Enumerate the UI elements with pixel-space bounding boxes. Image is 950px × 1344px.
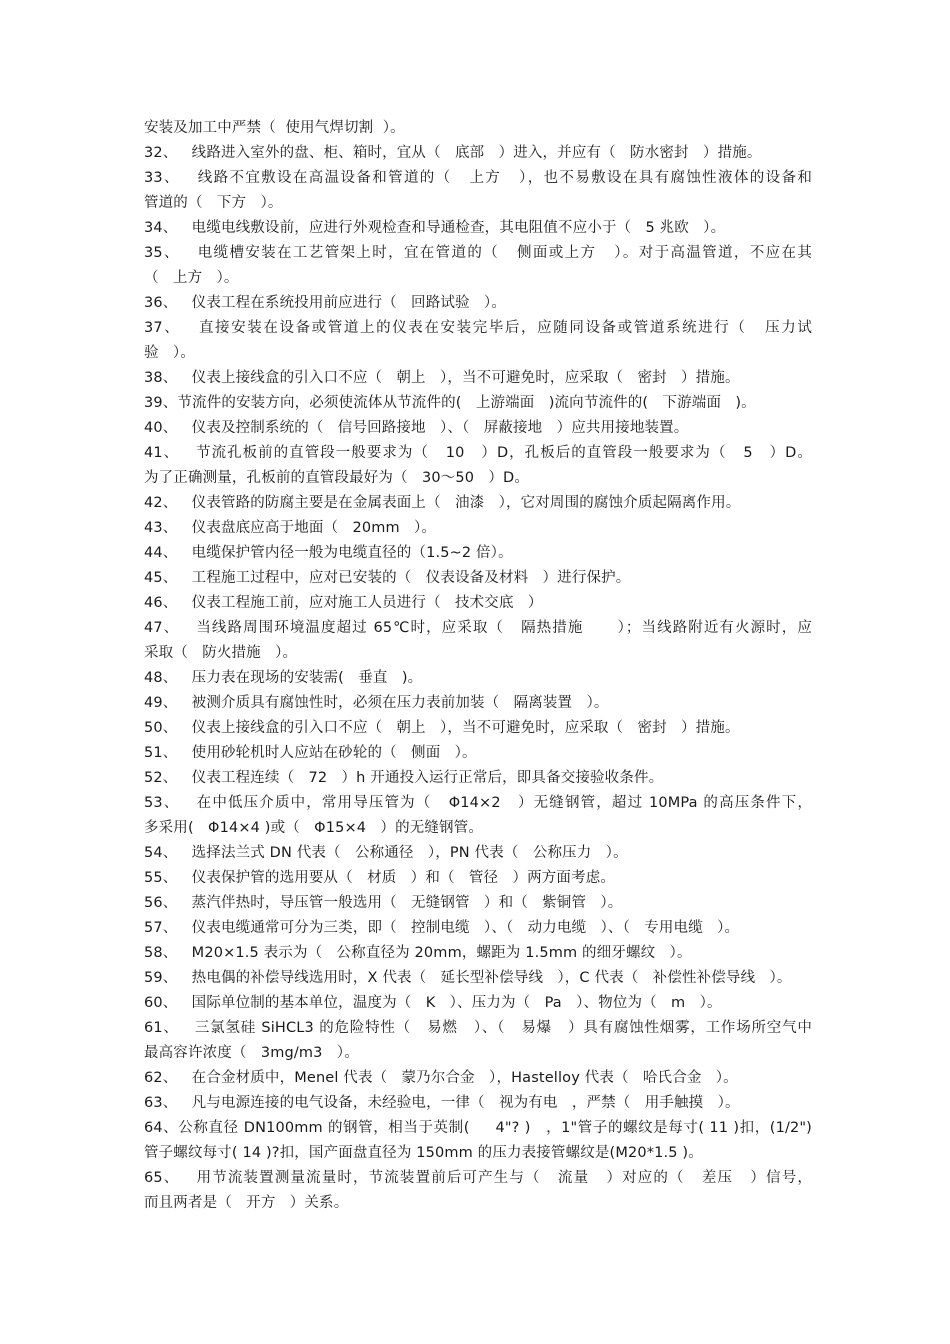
text-line: 59、 热电偶的补偿导线选用时，X 代表（ 延长型补偿导线 ），C 代表（ 补偿性补偿导线 ）。 [144, 970, 792, 986]
text-line: 40、 仪表及控制系统的（ 信号回路接地 ）、（ 屏蔽接地 ）应共用接地装置。 [144, 420, 689, 436]
text-line: 63、 凡与电源连接的电气设备，未经验电，一律（ 视为有电 ，严禁（ 用手触摸 ）。 [144, 1095, 740, 1111]
text-line: （ 上方 ）。 [144, 270, 239, 286]
text-line: 最高容许浓度（ 3mg/m3 ）。 [144, 1045, 359, 1061]
text-line: 45、 工程施工过程中，应对已安装的（ 仪表设备及材料 ）进行保护。 [144, 570, 631, 586]
text-line: 53、 在中低压介质中，常用导压管为（ Φ14×2 ）无缝钢管，超过 10MPa 的高压条件下， [144, 795, 812, 811]
text-line: 而且两者是（ 开方 ）关系。 [144, 1195, 349, 1211]
text-line: 安装及加工中严禁（ 使用气焊切割 ）。 [144, 120, 405, 136]
text-line: 50、 仪表上接线盒的引入口不应（ 朝上 ），当不可避免时，应采取（ 密封 ）措施。 [144, 720, 740, 736]
document-body [144, 116, 812, 1216]
text-line: 32、 线路进入室外的盘、柜、箱时，宜从（ 底部 ）进入，并应有（ 防水密封 ）措施。 [144, 145, 762, 161]
text-line: 64、公称直径 DN100mm 的钢管，相当于英制( 4"? ) ，1"管子的螺纹是每寸( 11 )扣，(1/2") [144, 1120, 812, 1136]
text-line: 58、 M20×1.5 表示为（ 公称直径为 20mm，螺距为 1.5mm 的细牙螺纹 ）。 [144, 945, 692, 961]
text-line: 验 ）。 [144, 345, 195, 361]
text-line: 55、 仪表保护管的选用要从（ 材质 ）和（ 管径 ）两方面考虑。 [144, 870, 616, 886]
text-line: 46、 仪表工程施工前，应对施工人员进行（ 技术交底 ） [144, 595, 543, 611]
text-line: 56、 蒸汽伴热时，导压管一般选用（ 无缝钢管 ）和（ 紫铜管 ）。 [144, 895, 623, 911]
text-line: 47、 当线路周围环境温度超过 65℃时，应采取（ 隔热措施 ）；当线路附近有火源时，应 [144, 620, 812, 636]
text-line: 54、 选择法兰式 DN 代表（ 公称通径 ），PN 代表（ 公称压力 ）。 [144, 845, 628, 861]
text-line: 43、 仪表盘底应高于地面（ 20mm ）。 [144, 520, 437, 536]
text-line: 管子螺纹每寸( 14 )?扣，国产面盘直径为 150mm 的压力表接管螺纹是(M20*1.5 )。 [144, 1145, 703, 1161]
text-line: 38、 仪表上接线盒的引入口不应（ 朝上 ），当不可避免时，应采取（ 密封 ）措施。 [144, 370, 740, 386]
text-line: 多采用( Φ14×4 )或（ Φ15×4 ）的无缝钢管。 [144, 820, 483, 836]
text-line: 为了正确测量，孔板前的直管段最好为（ 30～50 ）D。 [144, 470, 530, 486]
text-line: 65、 用节流装置测量流量时，节流装置前后可产生与（ 流量 ）对应的（ 差压 ）信号， [144, 1170, 812, 1186]
text-line: 33、 线路不宜敷设在高温设备和管道的（ 上方 ），也不易敷设在具有腐蚀性液体的设备和 [144, 170, 812, 186]
text-line: 48、 压力表在现场的安装需( 垂直 )。 [144, 670, 423, 686]
text-line: 39、节流件的安装方向，必须使流体从节流件的( 上游端面 )流向节流件的( 下游端面 )。 [144, 395, 756, 411]
text-line: 35、 电缆槽安装在工艺管架上时，宜在管道的（ 侧面或上方 ）。对于高温管道，不应在其 [144, 245, 812, 261]
text-line: 62、 在合金材质中，Menel 代表（ 蒙乃尔合金 ），Hastelloy 代表（ 哈氏合金 ）。 [144, 1070, 738, 1086]
text-line: 36、 仪表工程在系统投用前应进行（ 回路试验 ）。 [144, 295, 506, 311]
text-line: 49、 被测介质具有腐蚀性时，必须在压力表前加装（ 隔离装置 ）。 [144, 695, 609, 711]
text-line: 61、 三氯氢硅 SiHCL3 的危险特性（ 易燃 ）、（ 易爆 ）具有腐蚀性烟雾，工作场所空气中 [144, 1020, 812, 1036]
text-line: 42、 仪表管路的防腐主要是在金属表面上（ 油漆 ），它对周围的腐蚀介质起隔离作用。 [144, 495, 741, 511]
text-line: 37、 直接安装在设备或管道上的仪表在安装完毕后，应随同设备或管道系统进行（ 压力试 [144, 320, 812, 336]
text-line: 51、 使用砂轮机时人应站在砂轮的（ 侧面 ）。 [144, 745, 477, 761]
text-line: 34、 电缆电线敷设前，应进行外观检查和导通检查，其电阻值不应小于（ 5 兆欧 ）。 [144, 220, 726, 236]
text-line: 41、 节流孔板前的直管段一般要求为（ 10 ）D，孔板后的直管段一般要求为（ 5 ）D。 [144, 445, 812, 461]
text-line: 60、 国际单位制的基本单位，温度为（ K ）、压力为（ Pa ）、物位为（ m ）。 [144, 995, 722, 1011]
text-line: 管道的（ 下方 ）。 [144, 195, 283, 211]
text-line: 44、 电缆保护管内径一般为电缆直径的（1.5~2 倍）。 [144, 545, 513, 561]
text-line: 采取（ 防火措施 ）。 [144, 645, 298, 661]
text-line: 52、 仪表工程连续（ 72 ）h 开通投入运行正常后，即具备交接验收条件。 [144, 770, 664, 786]
text-line: 57、 仪表电缆通常可分为三类，即（ 控制电缆 ）、（ 动力电缆 ）、（ 专用电缆 ）。 [144, 920, 740, 936]
